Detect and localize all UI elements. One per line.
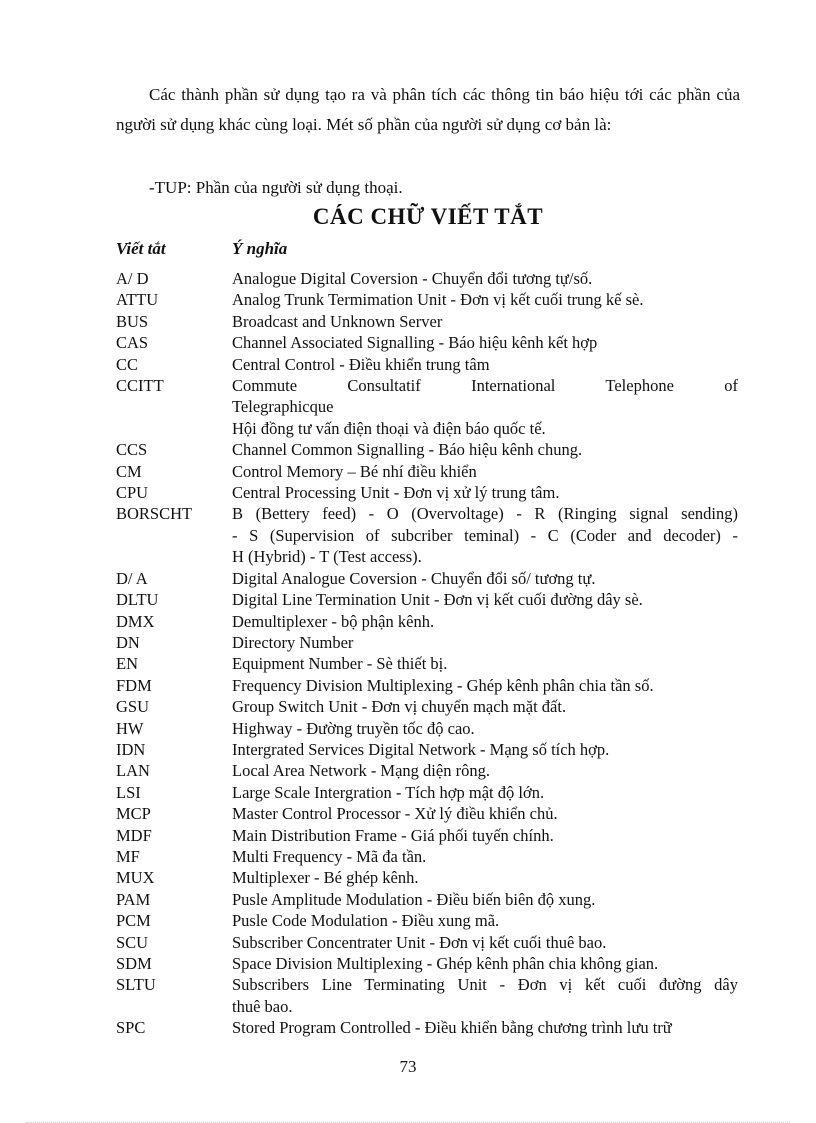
meaning bbox=[232, 846, 738, 867]
meaning-line: Control Memory – Bé nhí điều khiển bbox=[232, 461, 477, 481]
page-number: 73 bbox=[399, 1057, 417, 1076]
table-row bbox=[116, 611, 740, 632]
meaning-line: - S (Supervision of subcriber teminal) - C (Coder and decoder) - bbox=[232, 525, 738, 545]
table-header bbox=[116, 239, 740, 263]
table-row bbox=[116, 889, 740, 910]
table-row bbox=[116, 482, 740, 503]
meaning-line: Channel Common Signalling - Báo hiệu kênh chung. bbox=[232, 440, 583, 460]
abbreviation: EN bbox=[116, 654, 138, 674]
abbreviation: CPU bbox=[116, 483, 149, 503]
table-row bbox=[116, 1017, 740, 1038]
meaning-line: Telegraphicque bbox=[232, 397, 334, 417]
abbreviation: DN bbox=[116, 632, 140, 652]
meaning bbox=[232, 632, 738, 653]
table-row bbox=[116, 739, 740, 760]
header-meaning: Ý nghĩa bbox=[232, 239, 288, 258]
table-row bbox=[116, 825, 740, 846]
meaning-line: Central Processing Unit - Đơn vị xử lý trung tâm. bbox=[232, 483, 560, 503]
section-title: CÁC CHỮ VIẾT TẮT bbox=[312, 204, 544, 229]
meaning-line: Commute Consultatif International Telephone of bbox=[232, 376, 738, 396]
meaning-line: Directory Number bbox=[232, 632, 354, 652]
meaning bbox=[232, 653, 738, 674]
meaning bbox=[232, 482, 738, 503]
meaning-line: Space Division Multiplexing - Ghép kênh phân chia không gian. bbox=[232, 954, 659, 973]
meaning bbox=[232, 461, 738, 482]
abbreviation: MUX bbox=[116, 868, 155, 888]
meaning bbox=[232, 675, 738, 696]
table-row bbox=[116, 632, 740, 653]
meaning-line: thuê bao. bbox=[232, 996, 293, 1016]
meaning-line: Subscriber Concentrater Unit - Đơn vị kết cuối thuê bao. bbox=[232, 932, 607, 952]
table-row bbox=[116, 568, 740, 589]
meaning bbox=[232, 932, 738, 953]
meaning-line: Frequency Division Multiplexing - Ghép kênh phân chia tần số. bbox=[232, 675, 654, 695]
abbreviation: SCU bbox=[116, 932, 149, 952]
meaning bbox=[232, 974, 738, 1017]
abbreviation: MCP bbox=[116, 804, 151, 824]
meaning-line: Hội đồng tư vấn điện thoại và điện báo quốc tế. bbox=[232, 418, 546, 438]
table-row bbox=[116, 268, 740, 289]
abbreviation: LSI bbox=[116, 782, 141, 802]
meaning-line: Equipment Number - Sè thiết bị. bbox=[232, 654, 448, 674]
meaning-line: Local Area Network - Mạng diện rông. bbox=[232, 761, 490, 781]
table-row bbox=[116, 503, 740, 567]
abbreviation: A/ D bbox=[116, 269, 149, 288]
meaning-line: Stored Program Controlled - Điều khiển bằng chương trình lưu trữ bbox=[232, 1018, 672, 1038]
abbreviation: PCM bbox=[116, 911, 151, 931]
meaning bbox=[232, 953, 738, 974]
meaning-line: Demultiplexer - bộ phận kênh. bbox=[232, 611, 435, 631]
meaning-line: Pusle Amplitude Modulation - Điều biến biên độ xung. bbox=[232, 889, 596, 909]
table-row bbox=[116, 910, 740, 931]
meaning bbox=[232, 332, 738, 353]
meaning bbox=[232, 910, 738, 931]
meaning bbox=[232, 289, 738, 310]
abbreviation: HW bbox=[116, 718, 144, 738]
meaning-line: Multiplexer - Bé ghép kênh. bbox=[232, 868, 419, 888]
meaning-line: Pusle Code Modulation - Điều xung mã. bbox=[232, 911, 500, 931]
meaning-line: Group Switch Unit - Đơn vị chuyển mạch mặt đất. bbox=[232, 697, 567, 717]
meaning-line: Intergrated Services Digital Network - Mạng số tích hợp. bbox=[232, 739, 610, 759]
abbreviation: ATTU bbox=[116, 290, 159, 310]
meaning-line: Analog Trunk Termimation Unit - Đơn vị kết cuối trung kế sè. bbox=[232, 290, 644, 310]
meaning bbox=[232, 760, 738, 781]
intro-paragraph: Các thành phần sử dụng tạo ra và phân tích các thông tin báo hiệu tới các phần của người sử dụng khác cùng loại. Mét số phần của người sử dụng cơ bản là: bbox=[116, 85, 740, 134]
meaning-line: H (Hybrid) - T (Test access). bbox=[232, 547, 422, 567]
meaning-line: Highway - Đường truyền tốc độ cao. bbox=[232, 718, 475, 738]
table-row bbox=[116, 760, 740, 781]
meaning-line: Multi Frequency - Mã đa tần. bbox=[232, 846, 427, 866]
table-row bbox=[116, 718, 740, 739]
meaning bbox=[232, 589, 738, 610]
meaning bbox=[232, 268, 738, 289]
table-row bbox=[116, 974, 740, 1017]
table-row bbox=[116, 953, 740, 974]
meaning bbox=[232, 739, 738, 760]
table-row bbox=[116, 354, 740, 375]
meaning bbox=[232, 354, 738, 375]
table-row bbox=[116, 589, 740, 610]
abbreviation: LAN bbox=[116, 761, 150, 781]
meaning-line: Analogue Digital Coversion - Chuyển đổi tương tự/số. bbox=[232, 269, 593, 288]
meaning bbox=[232, 718, 738, 739]
abbreviation: IDN bbox=[116, 739, 146, 759]
abbreviation: SDM bbox=[116, 954, 152, 973]
meaning-line: Subscribers Line Terminating Unit - Đơn vị kết cuối đường dây bbox=[232, 975, 738, 995]
table-row bbox=[116, 375, 740, 439]
meaning bbox=[232, 568, 738, 589]
meaning bbox=[232, 611, 738, 632]
meaning bbox=[232, 439, 738, 460]
meaning-line: B (Bettery feed) - O (Overvoltage) - R (Ringing signal sending) bbox=[232, 504, 738, 524]
meaning bbox=[232, 1017, 738, 1038]
table-row bbox=[116, 696, 740, 717]
meaning-line: Digital Line Termination Unit - Đơn vị kết cuối đường dây sè. bbox=[232, 590, 643, 610]
abbreviation: BUS bbox=[116, 311, 149, 331]
table-row bbox=[116, 332, 740, 353]
table-row bbox=[116, 653, 740, 674]
meaning-line: Master Control Processor - Xử lý điều khiển chủ. bbox=[232, 804, 558, 824]
abbreviation: MF bbox=[116, 846, 140, 866]
abbreviation: CCS bbox=[116, 440, 148, 460]
table-row bbox=[116, 803, 740, 824]
abbreviation: CM bbox=[116, 461, 142, 481]
meaning-line: Broadcast and Unknown Server bbox=[232, 311, 443, 331]
meaning bbox=[232, 782, 738, 803]
meaning-line: Digital Analogue Coversion - Chuyển đổi số/ tương tự. bbox=[232, 568, 596, 588]
abbreviation: SPC bbox=[116, 1018, 146, 1038]
table-row bbox=[116, 932, 740, 953]
abbreviation: PAM bbox=[116, 889, 151, 909]
meaning-line: Channel Associated Signalling - Báo hiệu kênh kết hợp bbox=[232, 333, 598, 353]
abbreviation: MDF bbox=[116, 825, 152, 845]
abbreviation: FDM bbox=[116, 675, 152, 695]
meaning bbox=[232, 867, 738, 888]
tup-line: -TUP: Phần của người sử dụng thoại. bbox=[149, 178, 403, 197]
meaning bbox=[232, 375, 738, 439]
meaning bbox=[232, 503, 738, 567]
abbreviation: BORSCHT bbox=[116, 504, 193, 524]
table-row bbox=[116, 461, 740, 482]
abbreviation: GSU bbox=[116, 697, 150, 717]
meaning-line: Central Control - Điều khiển trung tâm bbox=[232, 354, 490, 374]
meaning bbox=[232, 889, 738, 910]
meaning bbox=[232, 803, 738, 824]
abbreviation: CAS bbox=[116, 333, 149, 353]
meaning-line: Main Distribution Frame - Giá phối tuyến chính. bbox=[232, 825, 554, 845]
table-row bbox=[116, 675, 740, 696]
table-row bbox=[116, 867, 740, 888]
table-row bbox=[116, 289, 740, 310]
table-row bbox=[116, 846, 740, 867]
abbreviation: CC bbox=[116, 354, 139, 374]
meaning bbox=[232, 696, 738, 717]
table-row bbox=[116, 439, 740, 460]
abbreviation: SLTU bbox=[116, 975, 156, 995]
meaning-line: Large Scale Intergration - Tích hợp mật độ lớn. bbox=[232, 782, 545, 802]
abbreviation: CCITT bbox=[116, 376, 164, 396]
table-row bbox=[116, 311, 740, 332]
abbreviation-table bbox=[116, 268, 740, 1039]
meaning bbox=[232, 311, 738, 332]
header-abbreviation: Viết tắt bbox=[116, 239, 166, 258]
abbreviation: D/ A bbox=[116, 568, 148, 588]
table-row bbox=[116, 782, 740, 803]
meaning bbox=[232, 825, 738, 846]
abbreviation: DLTU bbox=[116, 590, 159, 610]
abbreviation: DMX bbox=[116, 611, 155, 631]
